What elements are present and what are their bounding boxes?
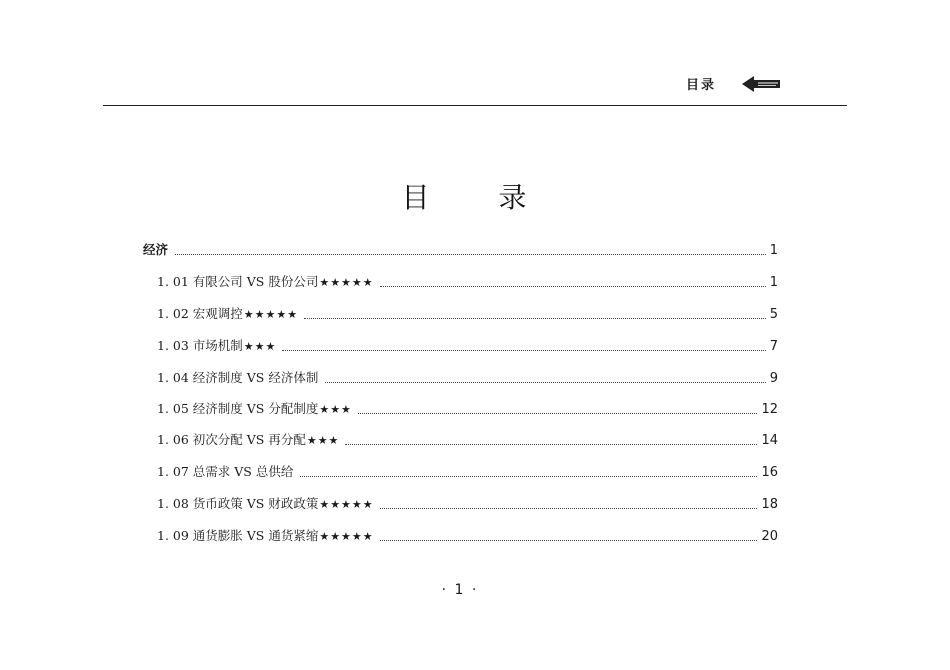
- toc-leader-dots: [380, 508, 758, 509]
- toc-entry-stars: ★★★★★: [319, 498, 374, 511]
- page-number: · 1 ·: [441, 582, 479, 598]
- toc-entry-stars: ★★★★★: [319, 276, 374, 289]
- toc-entry-stars: ★★★: [319, 403, 352, 416]
- toc-entry-label: 1. 05 经济制度 VS 分配制度: [157, 401, 319, 416]
- toc-row[interactable]: [157, 273, 778, 291]
- toc-entry-label: 1. 04 经济制度 VS 经济体制: [157, 370, 319, 385]
- toc-section-row[interactable]: [143, 241, 778, 259]
- toc-entry-page: 14: [761, 433, 778, 448]
- toc-entry-label: 1. 01 有限公司 VS 股份公司: [157, 274, 319, 289]
- toc-row[interactable]: [157, 431, 778, 449]
- toc-entry-page: 9: [769, 371, 778, 386]
- toc-row[interactable]: [157, 337, 778, 355]
- toc-leader-dots: [380, 286, 766, 287]
- toc-entry-stars: ★★★★★: [319, 530, 374, 543]
- toc-row[interactable]: [157, 463, 778, 481]
- toc-entry-page: 16: [761, 465, 778, 480]
- toc-entry-page: 12: [761, 402, 778, 417]
- toc-leader-dots: [175, 254, 766, 255]
- toc-entry-label: 1. 02 宏观调控: [157, 306, 243, 321]
- running-head-title: 目录: [686, 78, 717, 93]
- toc-entry-page: 1: [769, 275, 778, 290]
- toc-entry-page: 1: [769, 243, 778, 258]
- toc-entry-label: 经济: [143, 242, 169, 257]
- toc-entry-page: 7: [769, 339, 778, 354]
- toc-leader-dots: [325, 382, 765, 383]
- toc-entry-label: 1. 08 货币政策 VS 财政政策: [157, 496, 319, 511]
- toc-leader-dots: [282, 350, 765, 351]
- toc-entry-stars: ★★★: [243, 340, 277, 353]
- toc-leader-dots: [380, 540, 758, 541]
- toc-row[interactable]: [157, 305, 778, 323]
- page-title: 目 录: [401, 181, 557, 214]
- toc-row[interactable]: [157, 527, 778, 545]
- toc-row[interactable]: [157, 495, 778, 513]
- toc-row[interactable]: [157, 400, 778, 418]
- toc-leader-dots: [304, 318, 766, 319]
- toc-entry-label: 1. 03 市场机制: [157, 338, 243, 353]
- toc-entry-page: 18: [761, 497, 778, 512]
- toc-leader-dots: [300, 476, 757, 477]
- toc-entry-stars: ★★★★★: [243, 308, 299, 321]
- toc-entry-label: 1. 07 总需求 VS 总供给: [157, 464, 294, 479]
- toc-entry-stars: ★★★: [306, 434, 340, 447]
- toc-entry-label: 1. 09 通货膨胀 VS 通货紧缩: [157, 528, 319, 543]
- toc-entry-label: 1. 06 初次分配 VS 再分配: [157, 432, 306, 447]
- toc-entry-page: 5: [769, 307, 778, 322]
- toc-leader-dots: [358, 413, 758, 414]
- toc-entry-page: 20: [761, 529, 778, 544]
- toc-row[interactable]: [157, 369, 778, 387]
- toc-leader-dots: [345, 444, 757, 445]
